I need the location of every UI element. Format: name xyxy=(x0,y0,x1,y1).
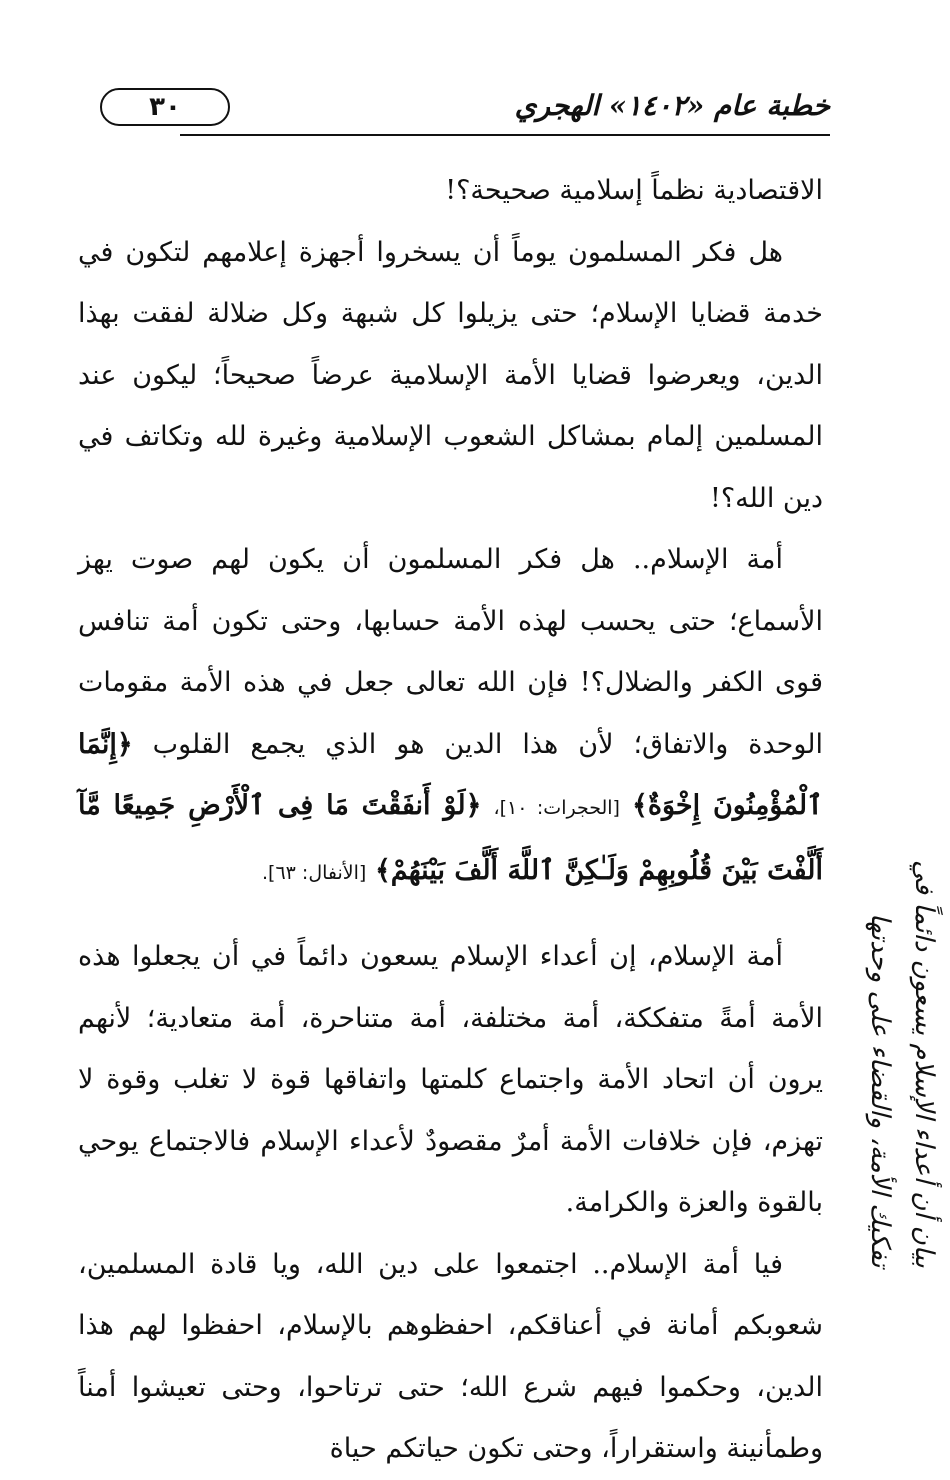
verse-reference-2: [الأنفال: ٦٣]. xyxy=(262,861,367,884)
quran-verse-2: ﴿لَوْ أَنفَقْتَ مَا فِى ٱلْأَرْضِ جَمِيعًا مَّآ أَلَّفْتَ بَيْنَ قُلُوبِهِمْ وَلَـٰكِنَّ ٱللَّهَ أَلَّفَ بَيْنَهُمْ﴾ xyxy=(78,790,823,886)
paragraph-3-text: أمة الإسلام.. هل فكر المسلمون أن يكون لهم صوت يهز الأسماع؛ حتى يحسب لهذه الأمة حسابها، وحتى تكون أمة تنافس قوى الكفر والضلال؟! فإن الله تعالى جعل في هذه الأمة مقومات الوحدة والاتفاق؛ لأن هذا الدين هو الذي يجمع القلوب xyxy=(78,544,823,760)
page-number: ٣٠ xyxy=(100,88,230,126)
margin-note xyxy=(836,848,946,1268)
paragraph-5: فيا أمة الإسلام.. اجتمعوا على دين الله، ويا قادة المسلمين، شعوبكم أمانة في أعناقكم، احفظوهم بالإسلام، احفظوا لهم هذا الدين، وحكموا فيهم شرع الله؛ حتى ترتاحوا، وحتى تعيشوا أمناً وطمأنينة واستقراراً، وحتى تكون حياتكم حياة xyxy=(78,1248,823,1464)
margin-note-line-2: تفكيك الأمة، والقضاء على وحدتها xyxy=(865,913,895,1268)
paragraph-1: الاقتصادية نظماً إسلامية صحيحة؟! xyxy=(445,175,823,206)
margin-note-line-1: بيان أن أعداء الإسلام يسعون دائماً في xyxy=(909,860,939,1268)
paragraph-4: أمة الإسلام، إن أعداء الإسلام يسعون دائماً في أن يجعلوا هذه الأمة أمةً متفككة، أمة مختلفة، أمة متناحرة، أمة متعادية؛ لأنهم يرون أن اتحاد الأمة واجتماع كلمتها واتفاقها قوة لا تغلب وقوة لا تهزم، فإن خلافات الأمة أمرٌ مقصودٌ لأعداء الإسلام فالاجتماع يوحي بالقوة والعزة والكرامة. xyxy=(78,941,823,1218)
running-title: خطبة عام «١٤٠٢» الهجري xyxy=(514,89,830,122)
header-rule xyxy=(180,134,830,136)
paragraph-3 xyxy=(78,529,823,904)
main-text xyxy=(78,160,823,1480)
verse-reference-1: [الحجرات: ١٠]، xyxy=(493,797,620,819)
paragraph-2: هل فكر المسلمون يوماً أن يسخروا أجهزة إعلامهم لتكون في خدمة قضايا الإسلام؛ حتى يزيلوا كل شبهة وكل ضلالة لفقت بهذا الدين، ويعرضوا قضايا الأمة الإسلامية عرضاً صحيحاً؛ ليكون عند المسلمين إلمام بمشاكل الشعوب الإسلامية وغيرة لله وتكاتف في دين الله؟! xyxy=(78,236,823,514)
page-header xyxy=(70,88,830,136)
quran-verse-1: ﴿إِنَّمَا ٱلْمُؤْمِنُونَ إِخْوَةٌ﴾ xyxy=(78,728,823,821)
